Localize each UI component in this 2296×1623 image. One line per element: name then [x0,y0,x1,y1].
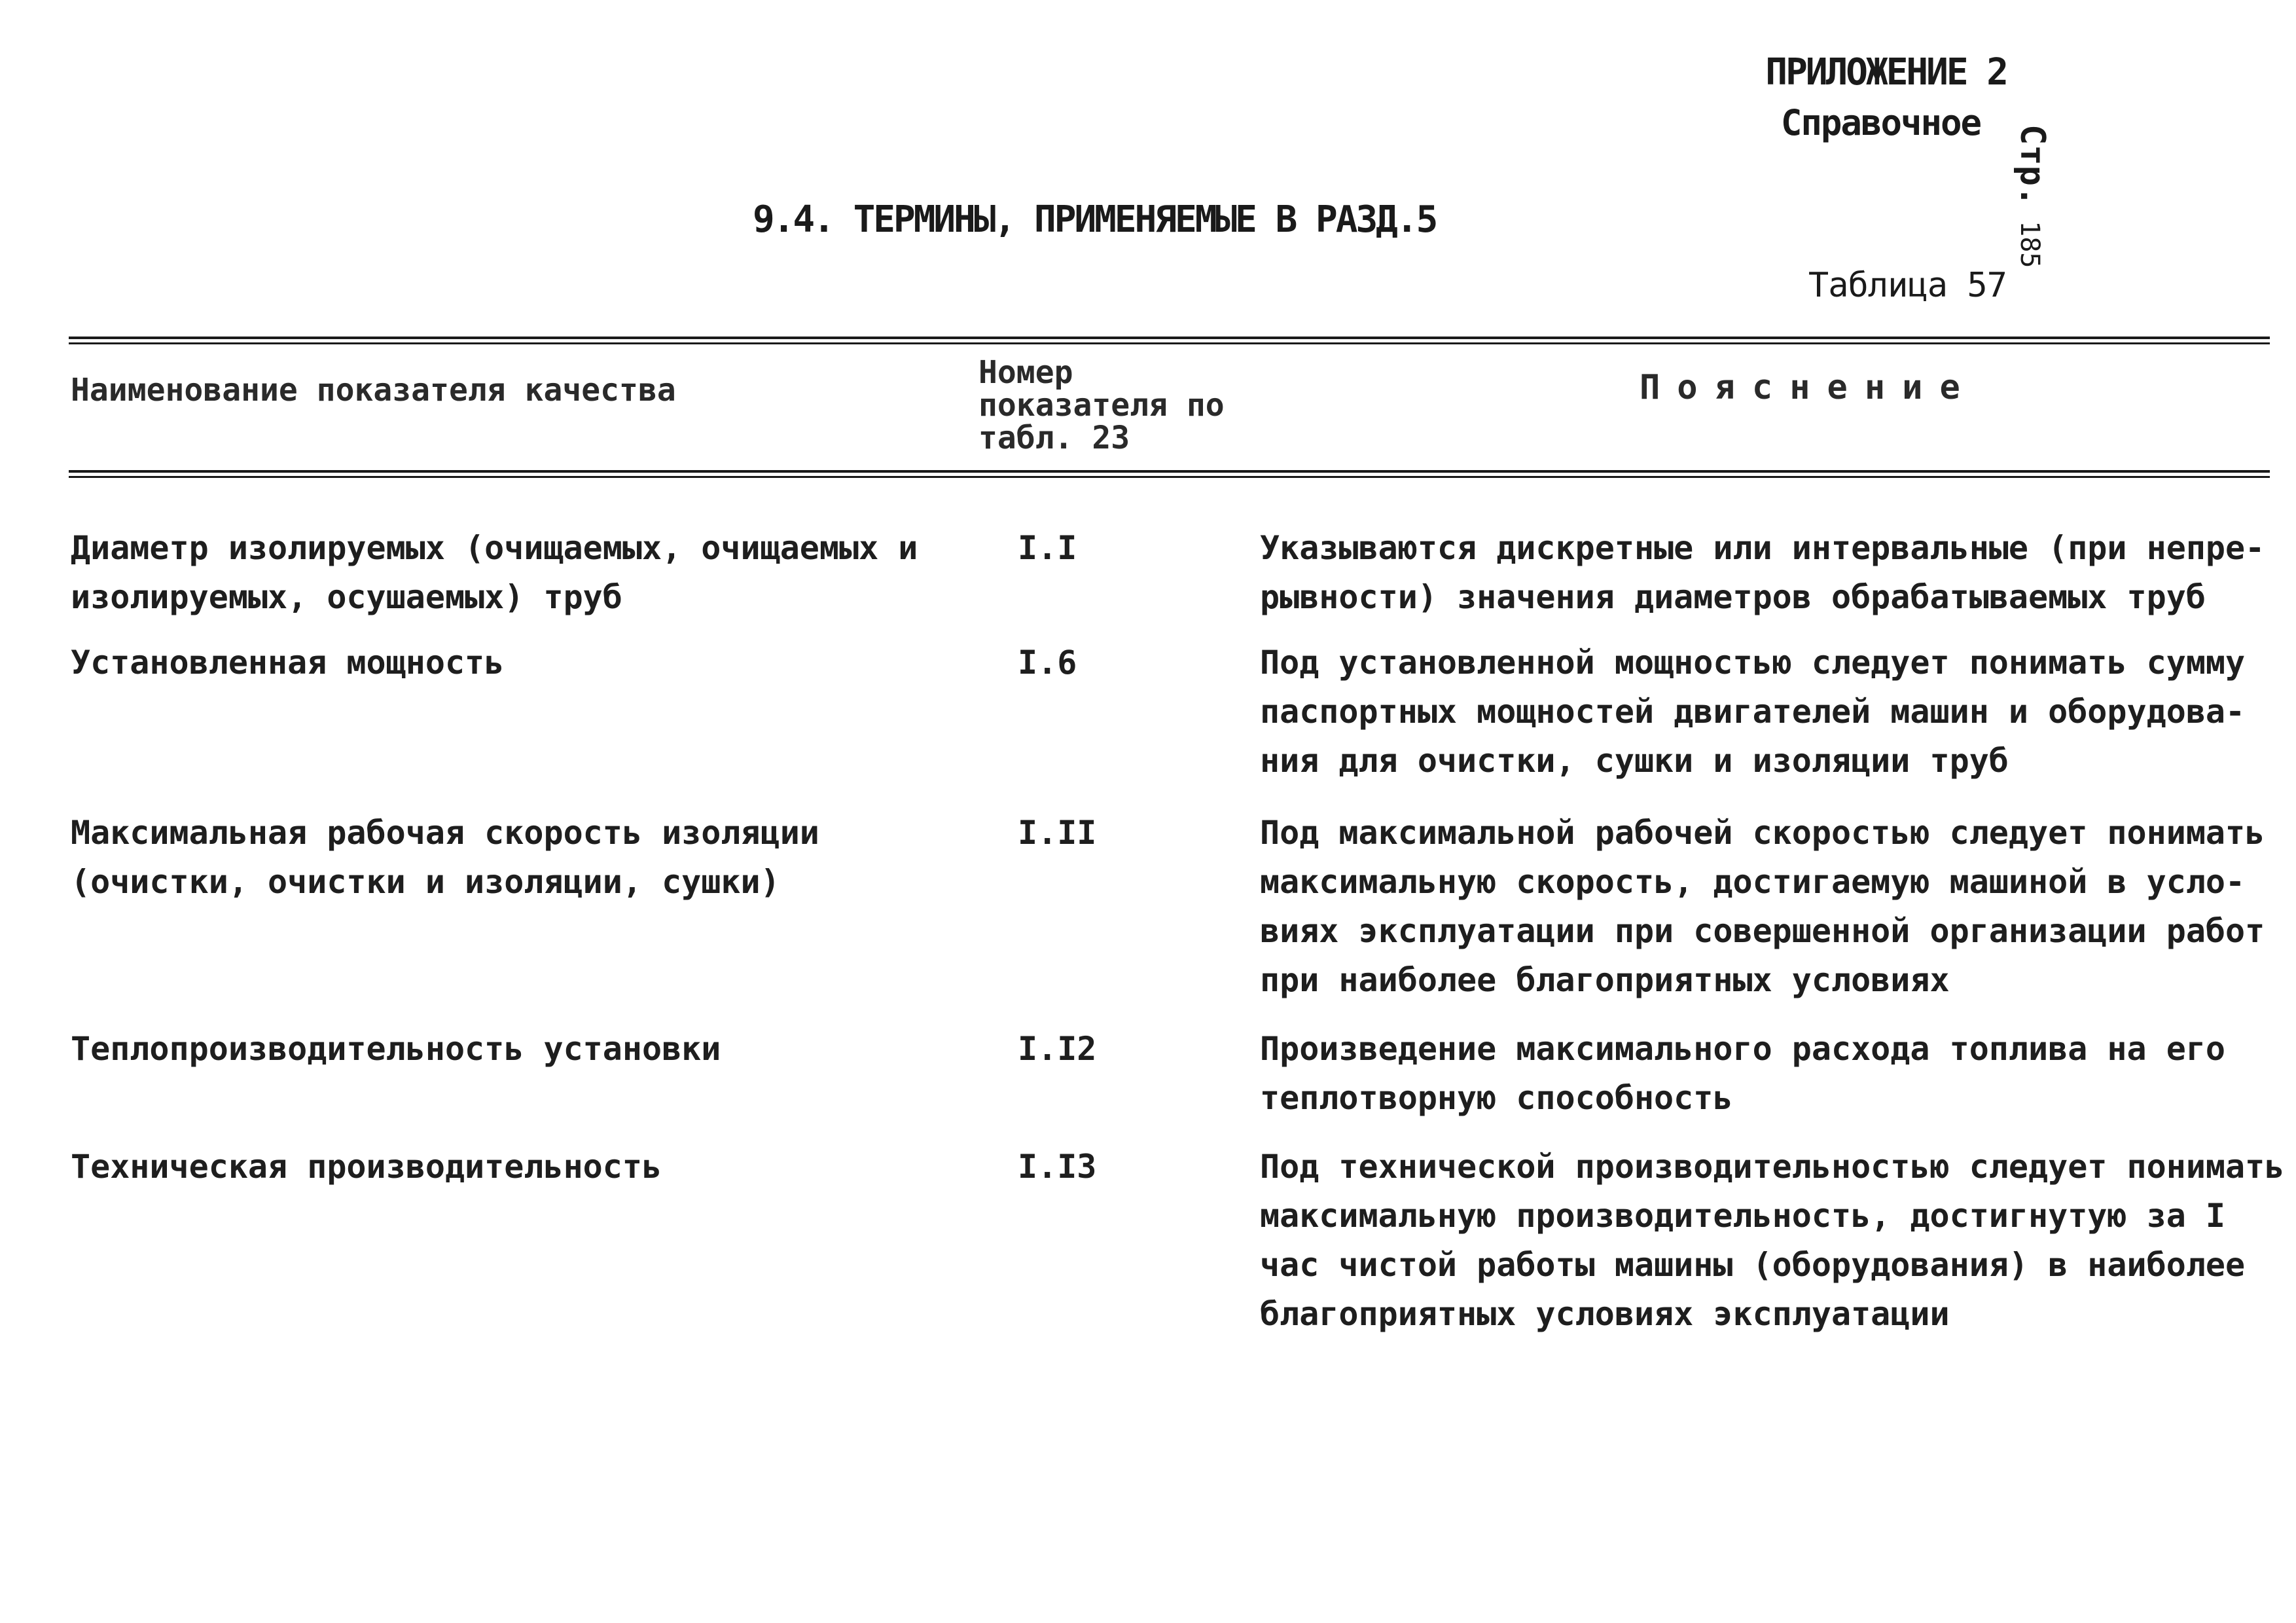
appendix-title: ПРИЛОЖЕНИЕ 2 [1765,51,2007,94]
cell-explanation [1260,1025,2294,1123]
cell-indicator-number: I.I3 [1018,1148,1097,1186]
cell-indicator-name [71,638,948,687]
table-header-rule [69,470,2270,473]
text-line: максимальную скорость, достигаемую машиной в усло- [1260,863,2246,901]
text-line: Под максимальной рабочей скоростью следует понимать [1260,814,2265,852]
section-title: 9.4. ТЕРМИНЫ, ПРИМЕНЯЕМЫЕ В РАЗД.5 [753,198,1437,241]
column-header-name: Наименование показателя качества [71,372,676,409]
text-line: Под технической производительностью следует понимать [1260,1148,2285,1186]
cell-explanation [1260,524,2294,622]
page-number [2013,124,2052,268]
table-label: Таблица 57 [1808,266,2007,305]
text-line: Под установленной мощностью следует понимать сумму [1260,644,2246,682]
column-header-explanation: Пояснение [1640,368,1977,407]
table-top-rule [69,337,2270,339]
text-line: (очистки, очистки и изоляции, сушки) [71,863,780,901]
cell-explanation [1260,1142,2294,1339]
text-line: час чистой работы машины (оборудования) в наиболее [1260,1246,2246,1284]
text-line: ния для очистки, сушки и изоляции труб [1260,742,2009,780]
text-line: Теплопроизводительность установки [71,1030,721,1068]
cell-explanation [1260,638,2294,786]
cell-indicator-name [71,809,948,907]
text-line: Диаметр изолируемых (очищаемых, очищаемых и [71,529,918,567]
text-line: максимальную производительность, достигнутую за I [1260,1197,2226,1235]
text-line: при наиболее благоприятных условиях [1260,961,1950,999]
cell-indicator-number: I.I2 [1018,1030,1097,1068]
cell-indicator-number: I.II [1018,814,1097,852]
column-header-number: Номер показателя по табл. 23 [978,354,1225,456]
cell-explanation [1260,809,2294,1005]
text-line: Максимальная рабочая скорость изоляции [71,814,819,852]
text-line: паспортных мощностей двигателей машин и оборудова- [1260,693,2246,731]
text-line: Произведение максимального расхода топлива на его [1260,1030,2226,1068]
page-label: Стр. [2013,124,2052,207]
text-line: рывности) значения диаметров обрабатываемых труб [1260,578,2206,616]
text-line: благоприятных условиях эксплуатации [1260,1295,1950,1333]
text-line: Установленная мощность [71,644,505,682]
text-line: Указываются дискретные или интервальные (при непре- [1260,529,2265,567]
text-line: изолируемых, осушаемых) труб [71,578,622,616]
cell-indicator-number: I.I [1018,529,1077,567]
cell-indicator-name [71,1142,948,1192]
text-line: виях эксплуатации при совершенной организации работ [1260,912,2265,950]
text-line: теплотворную способность [1260,1079,1733,1117]
appendix-subtitle: Справочное [1780,102,1981,143]
text-line: Техническая производительность [71,1148,662,1186]
page-number-value: 185 [2015,221,2045,268]
cell-indicator-name [71,1025,948,1074]
cell-indicator-number: I.6 [1018,644,1077,682]
cell-indicator-name [71,524,948,622]
